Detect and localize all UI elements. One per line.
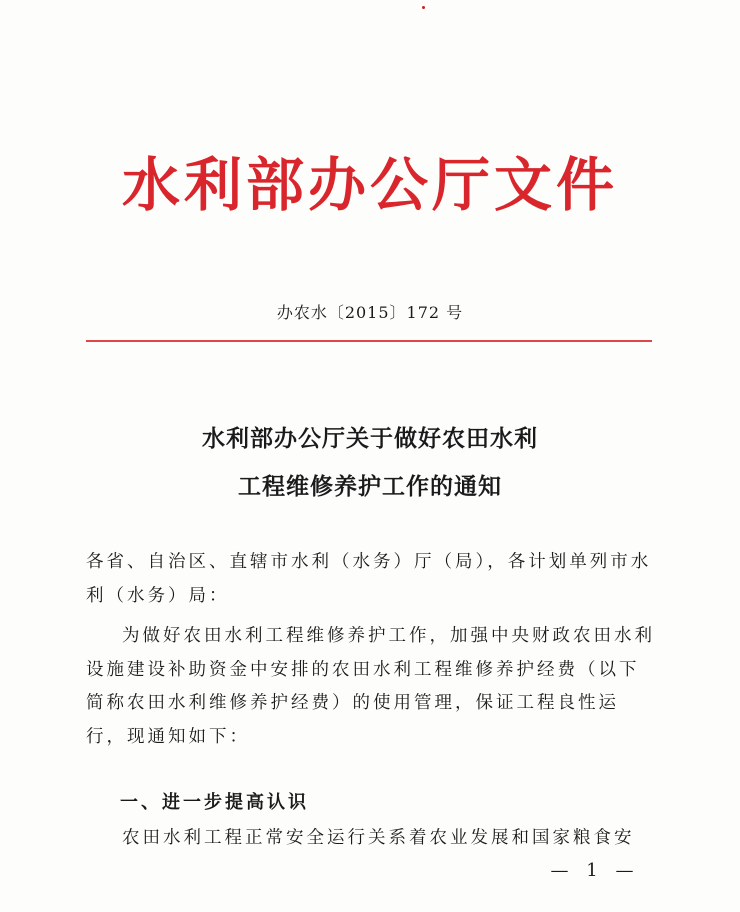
intro-paragraph: 为做好农田水利工程维修养护工作，加强中央财政农田水利设施建设补助资金中安排的农田水利工程维修养护经费（以下简称农田水利维修养护经费）的使用管理，保证工程良性运行，现通知如下： — [86, 626, 655, 747]
section-heading: 一、进一步提高认识 — [120, 792, 309, 813]
notice-title-line1: 水利部办公厅关于做好农田水利 — [202, 426, 538, 452]
page-number: — 1 — — [550, 860, 640, 881]
red-divider-line — [86, 340, 652, 342]
red-seal-dot — [422, 6, 425, 9]
addressee-paragraph: 各省、自治区、直辖市水利（水务）厅（局），各计划单列市水利（水务）局： — [86, 552, 652, 606]
notice-title-line2: 工程维修养护工作的通知 — [238, 474, 502, 500]
masthead-title: 水利部办公厅文件 — [121, 151, 618, 219]
section-paragraph: 农田水利工程正常安全运行关系着农业发展和国家粮食安 — [122, 828, 635, 848]
document-number: 办农水〔2015〕172 号 — [276, 303, 464, 322]
